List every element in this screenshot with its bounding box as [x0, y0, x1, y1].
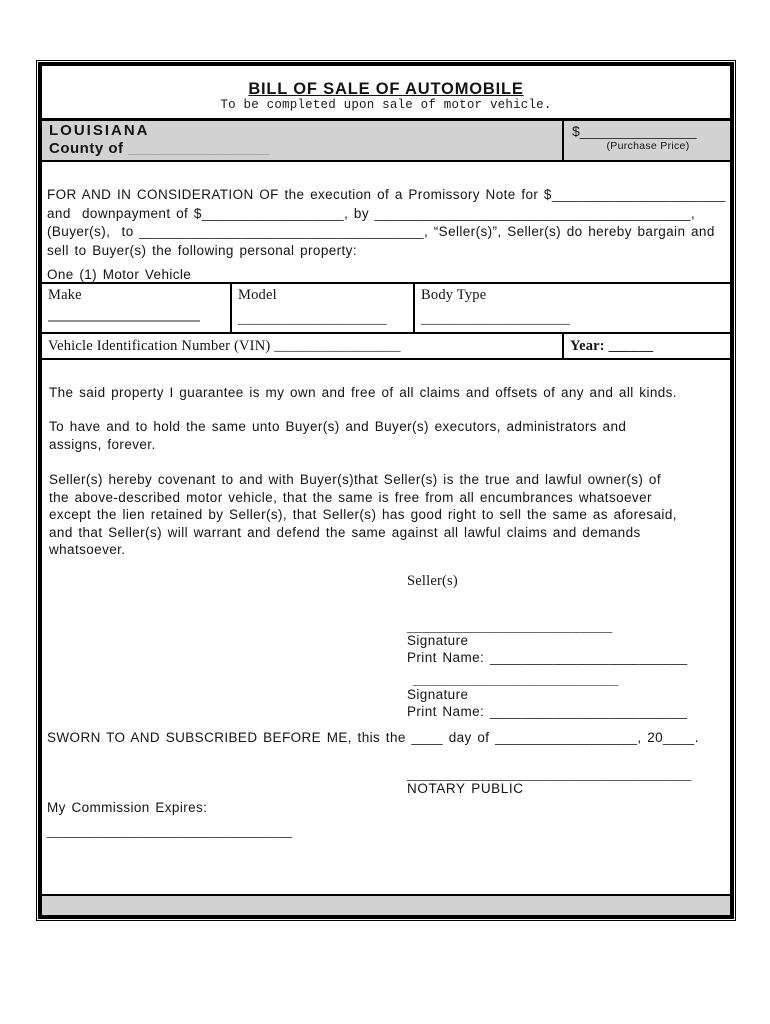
commission-expires-blank[interactable]: _______________________________ — [47, 823, 293, 838]
have-and-hold-line-2: assigns, forever. — [49, 436, 156, 452]
vin-label: Vehicle Identification Number (VIN) — [48, 337, 275, 354]
form-title: BILL OF SALE OF AUTOMOBILE — [248, 80, 524, 98]
signature-2-label: Signature — [407, 687, 469, 702]
signature-1-blank[interactable]: __________________________ — [407, 618, 613, 633]
body-type-label: Body Type — [421, 287, 487, 303]
vehicle-table-row-2 — [42, 332, 730, 358]
vin-cell — [42, 334, 562, 358]
county-field — [49, 140, 556, 158]
notary-signature-blank[interactable]: ____________________________________ — [407, 766, 692, 781]
seller-signature-block-1 — [407, 618, 688, 666]
sworn-text-1: SWORN TO AND SUBSCRIBED BEFORE ME, this the — [47, 730, 412, 745]
consideration-text-2: and downpayment of $ — [47, 205, 202, 221]
covenant-line-3: except the lien retained by Seller(s), that Seller(s) has good right to sell the same as aforesaid, — [49, 507, 677, 522]
consideration-line-4: sell to Buyer(s) the following personal property: — [47, 242, 357, 258]
form-header — [42, 66, 730, 118]
promissory-note-amount-blank[interactable]: ______________________ — [551, 187, 726, 202]
sworn-month-blank[interactable]: __________________ — [495, 730, 638, 745]
signature-1-label: Signature — [407, 633, 469, 648]
make-label: Make — [48, 287, 82, 303]
sellers-heading: Seller(s) — [407, 573, 458, 589]
consideration-text-5: (Buyer(s), to — [47, 224, 140, 239]
model-cell — [232, 284, 415, 332]
year-blank[interactable]: ______ — [608, 337, 654, 354]
state-name: LOUISIANA — [49, 122, 150, 139]
vehicle-table-row-1 — [42, 284, 730, 332]
sworn-text-2: day of — [443, 730, 496, 745]
covenant-line-4: and that Seller(s) will warrant and defend the same against all lawful claims and demands — [49, 524, 641, 540]
print-name-1-field — [407, 649, 688, 666]
have-and-hold-paragraph — [49, 418, 626, 453]
purchase-price-blank[interactable]: _______________ — [579, 123, 697, 139]
buyer-name-blank[interactable]: ________________________________________ — [374, 205, 691, 221]
make-blank[interactable] — [48, 320, 200, 322]
signature-2-blank[interactable]: __________________________ — [413, 672, 619, 687]
form-body — [42, 162, 730, 915]
seller-name-blank[interactable]: ____________________________________ — [139, 224, 424, 239]
state-price-row — [42, 118, 730, 162]
year-cell — [562, 334, 730, 358]
consideration-line-1 — [47, 186, 726, 205]
state-county-cell — [42, 121, 562, 160]
sworn-text-4: . — [694, 730, 699, 745]
consideration-text-1: FOR AND IN CONSIDERATION OF the execution of a Promissory Note for $ — [47, 187, 552, 202]
notary-block — [407, 766, 692, 797]
motor-vehicle-heading: One (1) Motor Vehicle — [47, 267, 192, 282]
sworn-text-3: , 20 — [637, 730, 664, 745]
covenant-line-5: whatsoever. — [49, 542, 126, 557]
county-blank[interactable]: ________________ — [128, 140, 270, 157]
body-type-blank[interactable]: ____________________ — [421, 311, 570, 327]
purchase-price-cell — [562, 121, 730, 160]
sworn-year-blank[interactable]: ____ — [663, 730, 695, 745]
consideration-line-2 — [47, 205, 726, 224]
print-name-2-blank[interactable]: _________________________ — [489, 704, 688, 719]
consideration-text-4: , — [690, 205, 696, 221]
footer-bar — [42, 894, 730, 915]
year-label: Year: — [570, 337, 609, 354]
purchase-price-caption: (Purchase Price) — [606, 140, 690, 152]
body-type-cell — [415, 284, 730, 332]
form-subtitle: To be completed upon sale of motor vehicle. — [220, 98, 552, 112]
notary-public-label: NOTARY PUBLIC — [407, 781, 524, 796]
bill-of-sale-form — [38, 62, 734, 919]
county-label: County of — [49, 140, 129, 157]
covenant-paragraph — [49, 471, 677, 559]
model-blank[interactable]: ____________________ — [238, 311, 387, 327]
covenant-line-1: Seller(s) hereby covenant to and with Buyer(s)that Seller(s) is the true and lawful owner(s) of — [49, 472, 661, 487]
guarantee-paragraph — [49, 384, 677, 402]
purchase-price-field — [572, 122, 724, 140]
sworn-statement — [47, 729, 699, 748]
consideration-paragraph — [47, 186, 726, 260]
consideration-text-6: , “Seller(s)”, Seller(s) do hereby bargain and — [423, 224, 715, 239]
make-cell — [42, 284, 232, 332]
print-name-2-label: Print Name: — [407, 704, 490, 719]
commission-expires-label: My Commission Expires: — [47, 800, 208, 815]
seller-signature-block-2 — [407, 672, 688, 720]
model-label: Model — [238, 287, 277, 303]
covenant-line-2: the above-described motor vehicle, that the same is free from all encumbrances whatsoever — [49, 489, 652, 505]
print-name-2-field — [407, 703, 688, 720]
dollar-sign: $ — [572, 123, 580, 139]
sworn-day-blank[interactable]: ____ — [411, 730, 444, 745]
print-name-1-label: Print Name: — [407, 650, 490, 665]
consideration-line-3 — [47, 223, 726, 242]
downpayment-amount-blank[interactable]: __________________ — [201, 205, 345, 221]
guarantee-text: The said property I guarantee is my own and free of all claims and offsets of any and all kinds. — [49, 385, 677, 400]
vehicle-table — [42, 282, 730, 360]
consideration-text-3: , by — [344, 205, 375, 221]
print-name-1-blank[interactable]: _________________________ — [489, 650, 688, 665]
vin-blank[interactable]: _________________ — [274, 337, 401, 354]
have-and-hold-line-1: To have and to hold the same unto Buyer(s) and Buyer(s) executors, administrators and — [49, 419, 627, 434]
